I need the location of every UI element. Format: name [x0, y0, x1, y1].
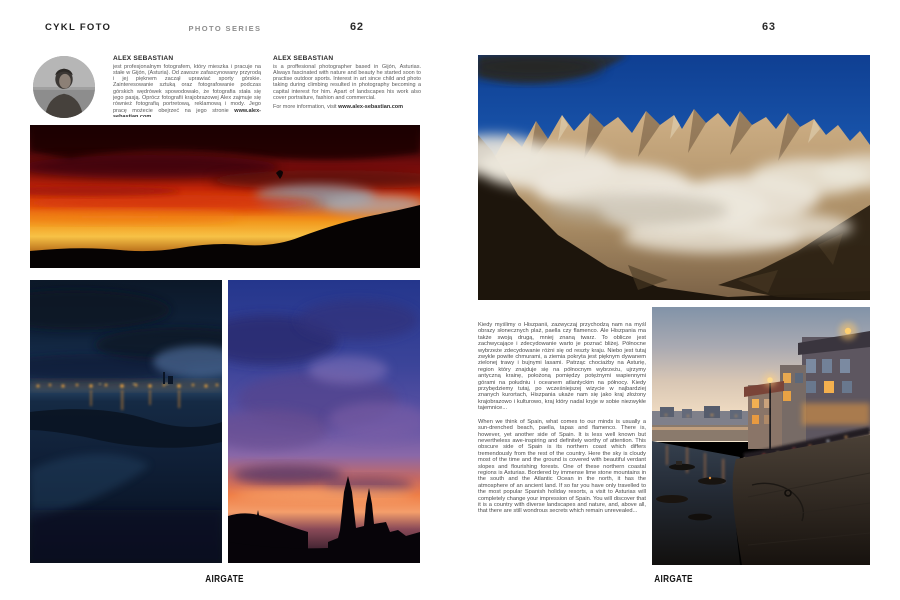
author-website-link[interactable]: www.alex-sebastian.com [113, 107, 261, 117]
page-number-left: 62 [350, 21, 364, 33]
author-name-en: ALEX SEBASTIAN [273, 55, 334, 62]
page-right [478, 0, 870, 600]
brand-logo-left: AIRGATE [205, 574, 245, 585]
author-avatar [33, 56, 95, 118]
photo-sunset-panorama [30, 125, 420, 268]
photo-mountains [478, 55, 870, 300]
series-label: PHOTO SERIES [188, 24, 262, 33]
author-bio-en-text: is a proffesional photographer based in Gijón, Asturias. Always fascinated with nature and beauty he started soon to practise outdoor sports. Interest in art since child and photo taking during climbing resulted in photography becoming a capital interest for him. Apart of landscapes his work also cover portraiture, fashion and commercial. [273, 63, 421, 101]
author-bio-english [273, 55, 421, 117]
harbor-water [652, 441, 740, 565]
page-left [30, 0, 420, 600]
footer-left [30, 569, 420, 587]
photo-night-shore [30, 280, 222, 563]
article-paragraph-en: When we think of Spain, what comes to our minds is usually a sun-drenched beach, paella, tapas and flamenco. There is, however, yet another side of Spain. It is less well known but nevertheless awe-inspiring and definitely worthy of attention. This obscure side of Spain is its northern coast which differs tremendously from the rest of the country. Here the sky is cloudy most of the time and the ground is covered with beautiful verdant slopes and flourishing forests. One of these northern coastal regions is Asturias. Bordered by immense lime stone mountains in the south and the Atlantic Ocean in the north, it has the atmosphere of an ancient land. If so far you have only travelled to the most popular Spanish holiday resorts, a visit to Asturias will completely change your impression of Spain. You will discover that it is a country with diverse landscapes and nature, and, above all, that there are still wondrous secrets which remain unrevealed... [478, 418, 646, 515]
author-bio-pl-text: jest profesjonalnym fotografem, który mieszka i pracuje na stałe w Gijón, (Asturia). Od zawsze zafascynowany przyrodą i jej pięknem zaczął uprawiać sporty górskie. Zainteresowanie sztuką oraz fotografowanie podczas górskich wędrówek spowodowało, że fotografia stała się jego pasją. Oprócz fotografii krajobrazowej Alex zajmuje się również fotografią portretową, reklamową i mody. Jego pracę możecie obejrzeć na jego stronie [113, 63, 261, 114]
photo-harbor-dusk [652, 307, 870, 565]
photo-violet-sunset [228, 280, 420, 563]
page-number-right: 63 [762, 21, 776, 33]
author-bio-polish [113, 55, 261, 117]
footer-right [478, 569, 870, 587]
article-paragraph-pl: Kiedy myślimy o Hiszpanii, zazwyczaj przychodzą nam na myśl obrazy słonecznych plaż, paella czy flamenco. Ale Hiszpania ma także swoją drugą, mniej znaną twarz. To oblicze jest zachwycające i zdecydowanie warto je poznać bliżej. Północne wybrzeże zdecydowanie różni się od reszty kraju. Niebo jest tutaj zwykle powite chmurami, a ziemia pokryta jest pięknym dywanem zielonej trawy i bujnymi lasami. Patrząc chociażby na Asturię, region który znajduje się na północnym wybrzeżu, ujrzymy antyczną krainę, położoną pomiędzy potężnymi wapiennymi górami na południu i oceanem atlantyckim na północy. Kiedy przybędziemy tutaj, po wcześniejszej wizycie w najbardziej znanych kurortach, Hiszpania ukaże nam się jako kraj złożony krajobrazowo i kulturowo, kraj który nadal kryje w sobie niezwykłe tajemnice... [478, 322, 646, 412]
more-info-label: For more information, visit [273, 104, 337, 111]
brand-logo-right: AIRGATE [654, 574, 694, 585]
section-kicker: CYKL FOTO [45, 22, 112, 33]
author-portrait-graphic [33, 56, 95, 118]
author-name: ALEX SEBASTIAN [113, 55, 174, 62]
article-column [478, 322, 646, 522]
author-website-link-en[interactable]: www.alex-sebastian.com [338, 104, 404, 111]
